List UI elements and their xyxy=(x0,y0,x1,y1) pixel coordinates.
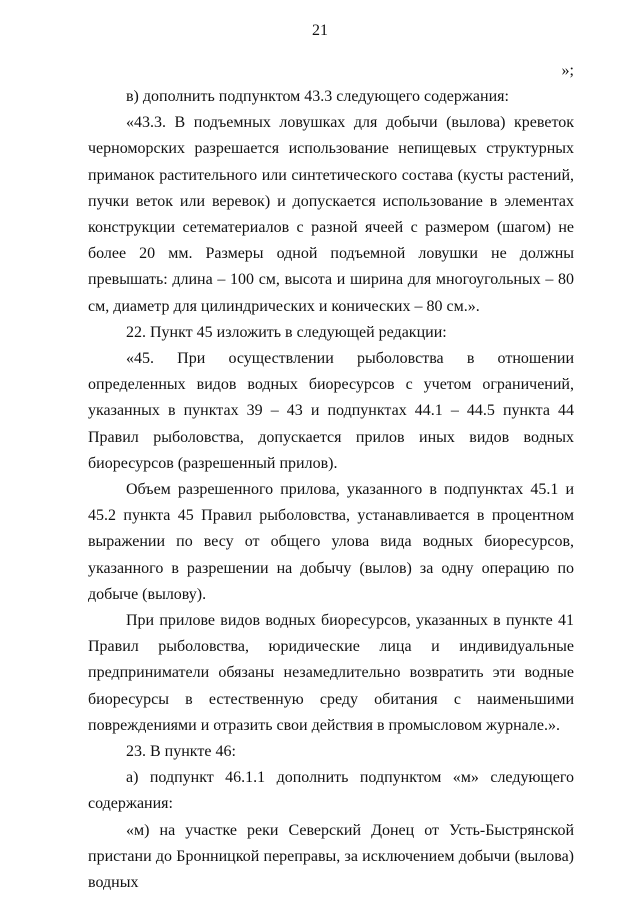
paragraph-allowed-bycatch-volume: Объем разрешенного прилова, указанного в подпунктах 45.1 и 45.2 пункта 45 Правил рыболовства, устанавливается в процентном выражении по весу от общего улова вида водных биоресурсов, указанного в разрешении на добычу (вылов) за одну операцию по добыче (вылову). xyxy=(88,481,574,603)
paragraph-item-22: 22. Пункт 45 изложить в следующей редакции: xyxy=(126,323,447,341)
paragraph-subitem-m: «м) на участке реки Северский Донец от Усть-Быстрянской пристани до Бронницкой переправы, за исключением добычи (вылова) водных xyxy=(88,821,574,892)
paragraph-item-23: 23. В пункте 46: xyxy=(126,743,236,761)
paragraph-subitem-a: а) подпункт 46.1.1 дополнить подпунктом «м» следующего содержания: xyxy=(88,769,574,813)
paragraph-43-3: «43.3. В подъемных ловушках для добычи (вылова) креветок черноморских разрешается использование непищевых структурных приманок растительного или синтетического состава (кусты растений, пучки веток или веревок) и допускается использование в элементах конструкции сетематериалов с разной ячеей с размером (шагом) не более 20 мм. Размеры одной подъемной ловушки не должны превышать: длина – 100 см, высота и ширина для многоугольных – 80 см, диаметр для цилиндрических и конических – 80 см.». xyxy=(88,114,574,315)
paragraph-subitem-v: в) дополнить подпунктом 43.3 следующего содержания: xyxy=(126,88,509,105)
paragraph-45: «45. При осуществлении рыболовства в отношении определенных видов водных биоресурсов с учетом ограничений, указанных в пунктах 39 – 43 и подпунктах 44.1 – 44.5 пункта 44 Правил рыболовства, допускается прилов иных видов водных биоресурсов (разрешенный прилов). xyxy=(88,350,574,472)
closing-quote-mark: »; xyxy=(561,62,574,79)
document-body xyxy=(88,84,574,896)
paragraph-bycatch-return: При прилове видов водных биоресурсов, указанных в пункте 41 Правил рыболовства, юридические лица и индивидуальные предприниматели обязаны незамедлительно возвратить эти водные биоресурсы в естественную среду обитания с наименьшими повреждениями и отразить свои действия в промысловом журнале.». xyxy=(88,612,574,734)
page-number: 21 xyxy=(312,22,328,39)
